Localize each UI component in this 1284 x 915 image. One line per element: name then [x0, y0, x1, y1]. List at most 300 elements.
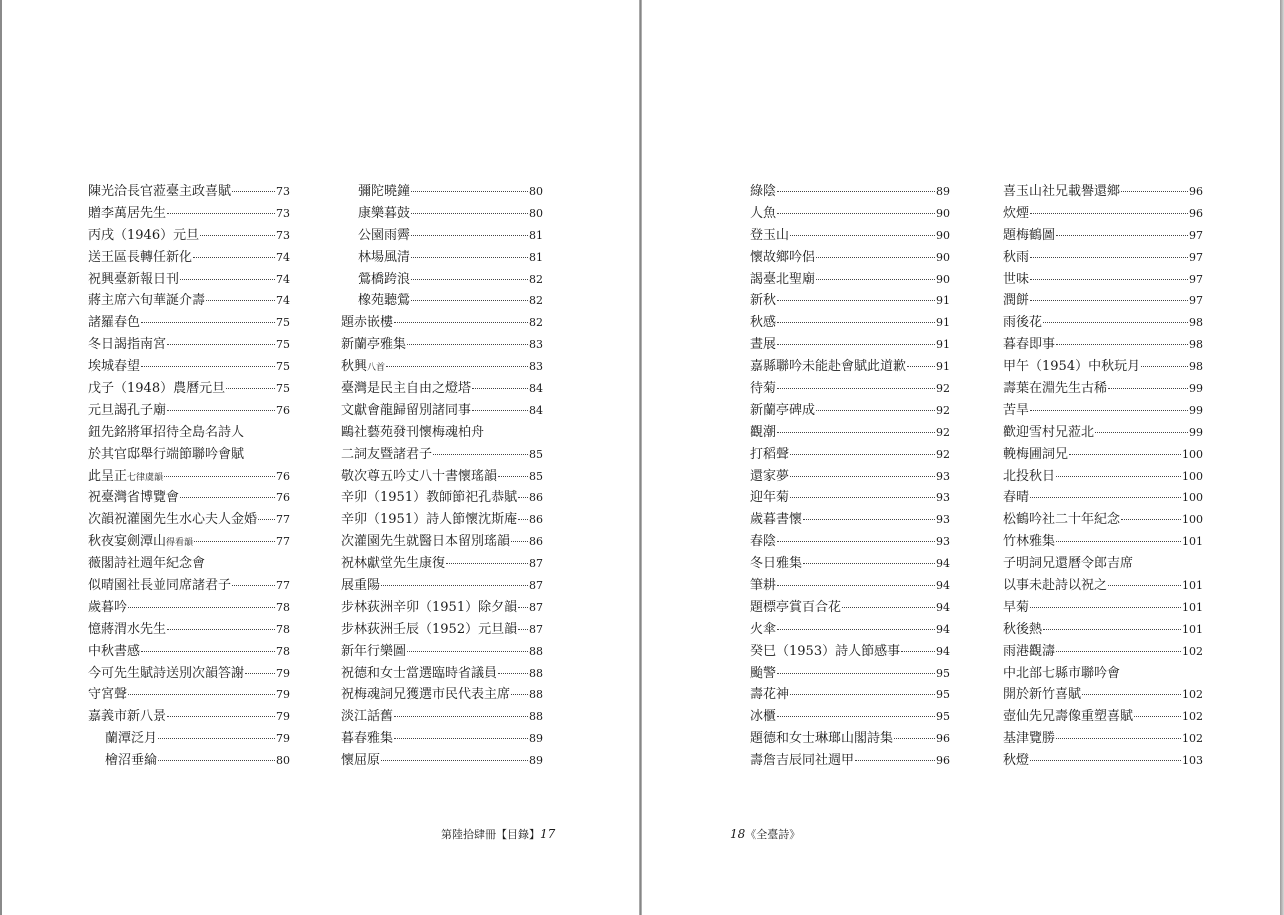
- toc-entry-page: 100: [1182, 513, 1203, 527]
- toc-entry-title: 北投秋日: [1003, 468, 1056, 484]
- toc-entry-title: 開於新竹喜賦: [1003, 687, 1082, 703]
- toc-entry: [1003, 706, 1203, 728]
- toc-entry-page: 93: [936, 513, 950, 527]
- dot-leader: [1030, 300, 1188, 301]
- dot-leader: [1030, 497, 1181, 498]
- toc-entry-title: 嘉義市新八景: [88, 709, 167, 725]
- toc-entry-page: 98: [1189, 316, 1203, 330]
- dot-leader: [411, 300, 528, 301]
- toc-entry-page: 73: [276, 206, 290, 220]
- toc-entry-title: 題標亭賞百合花: [750, 599, 842, 615]
- dot-leader: [777, 213, 935, 214]
- toc-entry-title: 懷故鄉吟侶: [750, 249, 816, 265]
- dot-leader: [1095, 432, 1188, 433]
- dot-leader: [816, 410, 935, 411]
- toc-entry: [88, 247, 290, 269]
- toc-entry-page: 99: [1189, 403, 1203, 417]
- toc-column-2: [341, 181, 543, 772]
- toc-entry-title: 懷屈原: [341, 753, 381, 769]
- toc-entry-title: 謁臺北聖廟: [750, 271, 816, 287]
- dot-leader: [158, 760, 275, 761]
- toc-entry-title: 辛卯（1951）詩人節懷沈斯庵: [341, 512, 518, 528]
- toc-entry: [88, 378, 290, 400]
- toc-entry: [88, 422, 290, 444]
- toc-entry-title: 祝德和女士當選臨時省議員: [341, 665, 498, 681]
- dot-leader: [790, 476, 935, 477]
- dot-leader: [777, 541, 935, 542]
- toc-entry: [88, 684, 290, 706]
- dot-leader: [258, 519, 275, 520]
- toc-entry-title: 薇閣詩社週年紀念會: [88, 556, 206, 572]
- toc-entry: [750, 290, 950, 312]
- toc-entry: [1003, 619, 1203, 641]
- toc-entry-page: 79: [276, 688, 290, 702]
- toc-entry: [750, 466, 950, 488]
- toc-entry: [1003, 269, 1203, 291]
- toc-entry-page: 81: [529, 250, 543, 264]
- toc-entry-page: 88: [529, 666, 543, 680]
- toc-entry-page: 91: [936, 360, 950, 374]
- dot-leader: [518, 519, 528, 520]
- toc-entry-title: 壽葉在淵先生古稀: [1003, 381, 1108, 397]
- toc-entry: [750, 203, 950, 225]
- toc-entry-title: 嘉縣聯吟未能赴會賦此道歉: [750, 359, 907, 375]
- toc-entry-title: 於其官邸舉行端節聯吟會賦: [88, 446, 245, 462]
- toc-entry: [750, 641, 950, 663]
- toc-entry: [750, 269, 950, 291]
- toc-entry: [88, 225, 290, 247]
- toc-entry: [88, 290, 290, 312]
- dot-leader: [407, 344, 528, 345]
- toc-entry-title: 颱警: [750, 665, 777, 681]
- dot-leader: [777, 629, 935, 630]
- toc-entry-title: 觀潮: [750, 424, 777, 440]
- toc-entry-title: 以事未赴詩以祝之: [1003, 578, 1108, 594]
- toc-entry: [88, 487, 290, 509]
- toc-entry: [341, 290, 543, 312]
- toc-entry-title: 歲暮吟: [88, 599, 128, 615]
- toc-entry-title: 淡江話舊: [341, 709, 394, 725]
- toc-entry: [88, 444, 290, 466]
- toc-entry-page: 77: [276, 513, 290, 527]
- dot-leader: [167, 629, 275, 630]
- dot-leader: [411, 213, 528, 214]
- toc-entry-page: 101: [1182, 579, 1203, 593]
- toc-entry-page: 80: [529, 185, 543, 198]
- toc-entry-title: 元旦謁孔子廟: [88, 402, 167, 418]
- toc-entry-title: 贈李萬居先生: [88, 205, 167, 221]
- toc-entry-page: 84: [529, 382, 543, 396]
- toc-entry-page: 92: [936, 447, 950, 461]
- toc-entry: [341, 706, 543, 728]
- toc-entry: [341, 356, 543, 378]
- toc-entry-page: 73: [276, 228, 290, 242]
- toc-entry: [750, 247, 950, 269]
- toc-entry-page: 79: [276, 710, 290, 724]
- toc-entry-title: 潤餅: [1003, 293, 1030, 309]
- toc-entry-title: 壽詹吉辰同社週甲: [750, 753, 855, 769]
- toc-entry-page: 74: [276, 250, 290, 264]
- toc-entry-page: 77: [276, 535, 290, 549]
- toc-entry-page: 84: [529, 403, 543, 417]
- toc-entry-page: 101: [1182, 535, 1203, 549]
- dot-leader: [206, 300, 275, 301]
- toc-entry-title: 歡迎雪村兄蒞北: [1003, 424, 1095, 440]
- toc-entry-page: 83: [529, 360, 543, 374]
- toc-entry-page: 91: [936, 294, 950, 308]
- toc-entry-page: 87: [529, 579, 543, 593]
- toc-entry-title: 似晴園社長並同席諸君子: [88, 578, 232, 594]
- toc-entry-title: 世味: [1003, 271, 1030, 287]
- dot-leader: [1030, 257, 1188, 258]
- toc-entry-page: 88: [529, 688, 543, 702]
- toc-entry: [750, 706, 950, 728]
- toc-entry-title: 守宮聲: [88, 687, 128, 703]
- dot-leader: [1043, 322, 1188, 323]
- dot-leader: [816, 257, 935, 258]
- toc-entry-title: 冰櫃: [750, 709, 777, 725]
- toc-entry-page: 83: [529, 338, 543, 352]
- toc-entry-title: 埃城春望: [88, 359, 141, 375]
- dot-leader: [1030, 213, 1188, 214]
- toc-entry: [750, 750, 950, 772]
- dot-leader: [518, 607, 528, 608]
- dot-leader: [1121, 519, 1181, 520]
- toc-entry-page: 86: [529, 491, 543, 505]
- toc-entry: [88, 663, 290, 685]
- toc-entry-title: 步林荻洲辛卯（1951）除夕韻: [341, 599, 518, 615]
- toc-entry-title: 橡苑聽鶯: [358, 293, 411, 309]
- toc-entry-page: 102: [1182, 710, 1203, 724]
- toc-entry-title: 諸羅春色: [88, 315, 141, 331]
- dot-leader: [141, 322, 275, 323]
- toc-entry-page: 103: [1182, 754, 1203, 768]
- toc-entry-title: 中北部七縣市聯吟會: [1003, 665, 1121, 681]
- toc-entry-title: 暮春即事: [1003, 337, 1056, 353]
- toc-entry: [88, 466, 290, 488]
- dot-leader: [1056, 738, 1181, 739]
- dot-leader: [511, 694, 528, 695]
- toc-entry: [750, 728, 950, 750]
- dot-leader: [894, 738, 935, 739]
- toc-entry: [1003, 487, 1203, 509]
- dot-leader: [777, 673, 935, 674]
- toc-entry: [341, 203, 543, 225]
- dot-leader: [777, 388, 935, 389]
- dot-leader: [167, 716, 275, 717]
- toc-entry-page: 94: [936, 579, 950, 593]
- toc-entry-title: 秋雨: [1003, 249, 1030, 265]
- toc-entry-note: 得看韻: [166, 538, 194, 549]
- toc-entry: [88, 269, 290, 291]
- toc-entry: [88, 531, 290, 553]
- toc-entry-title: 今可先生賦詩送別次韻答謝: [88, 665, 245, 681]
- toc-entry-title: 此呈正七律虞韻: [88, 468, 164, 484]
- toc-entry: [341, 531, 543, 553]
- toc-entry: [750, 531, 950, 553]
- toc-entry: [88, 334, 290, 356]
- toc-entry: [341, 575, 543, 597]
- toc-entry-title: 秋後熱: [1003, 621, 1043, 637]
- dot-leader: [816, 279, 935, 280]
- toc-entry-title: 戊子（1948）農曆元旦: [88, 381, 226, 397]
- dot-leader: [193, 257, 275, 258]
- toc-entry-page: 98: [1189, 338, 1203, 352]
- toc-entry: [1003, 641, 1203, 663]
- toc-entry-page: 96: [1189, 206, 1203, 220]
- toc-entry: [750, 422, 950, 444]
- dot-leader: [433, 454, 528, 455]
- toc-entry: [750, 487, 950, 509]
- toc-entry-title: 二詞友暨諸君子: [341, 446, 433, 462]
- dot-leader: [411, 235, 528, 236]
- toc-entry-title: 晝展: [750, 337, 777, 353]
- toc-entry-title: 喜玉山社兄載譽還鄉: [1003, 184, 1121, 199]
- dot-leader: [855, 760, 935, 761]
- toc-entry: [1003, 225, 1203, 247]
- toc-entry-title: 還家夢: [750, 468, 790, 484]
- toc-entry: [750, 663, 950, 685]
- toc-entry: [88, 706, 290, 728]
- toc-entry-page: 94: [936, 557, 950, 571]
- toc-entry-page: 87: [529, 557, 543, 571]
- dot-leader: [1082, 694, 1181, 695]
- toc-entry-title: 陳光洽長官蒞臺主政喜賦: [88, 184, 232, 199]
- dot-leader: [158, 738, 275, 739]
- toc-entry-page: 94: [936, 600, 950, 614]
- toc-entry-title: 秋興八首: [341, 359, 386, 375]
- dot-leader: [245, 673, 275, 674]
- toc-entry: [1003, 466, 1203, 488]
- toc-entry: [341, 728, 543, 750]
- dot-leader: [777, 432, 935, 433]
- toc-entry: [750, 378, 950, 400]
- toc-entry-note: 七律虞韻: [127, 472, 164, 483]
- toc-entry-title: 壽花神: [750, 687, 790, 703]
- toc-entry-title: 炊煙: [1003, 205, 1030, 221]
- toc-entry-title: 祝興臺新報日刊: [88, 271, 180, 287]
- toc-entry-title: 雨後花: [1003, 315, 1043, 331]
- toc-entry-title: 憶蔣渭水先生: [88, 621, 167, 637]
- toc-entry: [750, 334, 950, 356]
- toc-entry-title: 題赤嵌樓: [341, 315, 394, 331]
- dot-leader: [518, 629, 528, 630]
- toc-entry-page: 89: [529, 754, 543, 768]
- toc-entry-title: 新秋: [750, 293, 777, 309]
- toc-entry: [1003, 750, 1203, 772]
- toc-entry-page: 86: [529, 513, 543, 527]
- dot-leader: [790, 694, 935, 695]
- toc-entry: [341, 641, 543, 663]
- toc-entry: [341, 466, 543, 488]
- dot-leader: [1108, 585, 1181, 586]
- toc-entry-page: 90: [936, 250, 950, 264]
- toc-entry-page: 76: [276, 491, 290, 505]
- toc-column-4: [1003, 181, 1203, 772]
- dot-leader: [777, 716, 935, 717]
- toc-entry-page: 100: [1182, 469, 1203, 483]
- toc-entry: [750, 509, 950, 531]
- dot-leader: [394, 716, 528, 717]
- toc-entry-page: 75: [276, 382, 290, 396]
- footer-book-title: 《全臺詩》: [745, 828, 801, 841]
- dot-leader: [141, 366, 275, 367]
- right-page-footer: [730, 826, 800, 842]
- dot-leader: [200, 235, 275, 236]
- dot-leader: [1056, 235, 1188, 236]
- dot-leader: [907, 366, 935, 367]
- toc-entry-title: 鷗社藝苑發刊懷梅魂柏舟: [341, 424, 485, 440]
- toc-entry: [750, 597, 950, 619]
- dot-leader: [232, 191, 275, 192]
- toc-entry-page: 82: [529, 272, 543, 286]
- dot-leader: [446, 563, 528, 564]
- toc-entry-title: 秋感: [750, 315, 777, 331]
- toc-entry-page: 97: [1189, 250, 1203, 264]
- toc-entry: [88, 203, 290, 225]
- toc-entry: [1003, 400, 1203, 422]
- toc-entry-page: 96: [1189, 185, 1203, 198]
- toc-entry-page: 91: [936, 316, 950, 330]
- dot-leader: [472, 388, 528, 389]
- toc-entry-title: 打稻聲: [750, 446, 790, 462]
- toc-entry-title: 甲午（1954）中秋玩月: [1003, 359, 1141, 375]
- toc-entry-title: 登玉山: [750, 227, 790, 243]
- toc-entry-title: 輓梅圃詞兄: [1003, 446, 1069, 462]
- toc-entry-page: 74: [276, 294, 290, 308]
- toc-entry-page: 85: [529, 469, 543, 483]
- toc-entry: [1003, 509, 1203, 531]
- toc-entry-page: 102: [1182, 732, 1203, 746]
- toc-entry: [88, 728, 290, 750]
- toc-entry-page: 82: [529, 294, 543, 308]
- left-page-number: 17: [540, 827, 556, 841]
- dot-leader: [1056, 344, 1188, 345]
- toc-entry-page: 80: [529, 206, 543, 220]
- toc-entry-title: 新年行樂圖: [341, 643, 407, 659]
- toc-entry-page: 95: [936, 666, 950, 680]
- dot-leader: [394, 322, 528, 323]
- dot-leader: [167, 410, 275, 411]
- toc-entry-page: 76: [276, 403, 290, 417]
- toc-entry-page: 99: [1189, 425, 1203, 439]
- toc-entry: [341, 422, 543, 444]
- toc-entry: [341, 750, 543, 772]
- toc-entry-title: 祝臺灣省博覽會: [88, 490, 180, 506]
- toc-entry-page: 99: [1189, 382, 1203, 396]
- dot-leader: [1030, 607, 1181, 608]
- toc-entry-title: 筆耕: [750, 578, 777, 594]
- toc-entry-page: 93: [936, 491, 950, 505]
- toc-entry: [341, 597, 543, 619]
- toc-entry-note: 八首: [367, 363, 386, 374]
- toc-entry-page: 97: [1189, 228, 1203, 242]
- toc-entry-title: 送王區長轉任新化: [88, 249, 193, 265]
- dot-leader: [803, 519, 935, 520]
- toc-entry: [341, 553, 543, 575]
- toc-entry-title: 次灌園先生就醫日本留別瑤韻: [341, 534, 511, 550]
- dot-leader: [381, 760, 528, 761]
- toc-entry-title: 祝梅魂詞兄獲選市民代表主席: [341, 687, 511, 703]
- toc-entry: [1003, 312, 1203, 334]
- dot-leader: [226, 388, 275, 389]
- toc-entry-page: 98: [1189, 360, 1203, 374]
- toc-entry-title: 展重陽: [341, 578, 381, 594]
- toc-entry: [750, 312, 950, 334]
- toc-entry-title: 中秋書感: [88, 643, 141, 659]
- toc-entry-page: 90: [936, 206, 950, 220]
- toc-entry-title: 蘭潭泛月: [105, 731, 158, 747]
- toc-entry-page: 100: [1182, 447, 1203, 461]
- toc-entry-page: 73: [276, 185, 290, 198]
- toc-entry-title: 丙戌（1946）元旦: [88, 227, 200, 243]
- toc-entry: [341, 487, 543, 509]
- toc-entry: [88, 619, 290, 641]
- toc-entry: [1003, 334, 1203, 356]
- toc-entry: [750, 619, 950, 641]
- toc-entry: [88, 597, 290, 619]
- toc-entry-page: 80: [276, 754, 290, 768]
- toc-entry-page: 87: [529, 600, 543, 614]
- toc-entry-title: 文獻會龍歸留別諸同事: [341, 402, 472, 418]
- toc-entry: [341, 509, 543, 531]
- dot-leader: [901, 651, 935, 652]
- dot-leader: [1056, 541, 1181, 542]
- toc-entry: [341, 684, 543, 706]
- dot-leader: [472, 410, 528, 411]
- dot-leader: [498, 476, 528, 477]
- toc-entry-page: 92: [936, 425, 950, 439]
- toc-entry: [750, 444, 950, 466]
- toc-entry-title: 新蘭亭碑成: [750, 402, 816, 418]
- toc-entry-page: 74: [276, 272, 290, 286]
- dot-leader: [1141, 366, 1188, 367]
- toc-entry-title: 祝林獻堂先生康復: [341, 556, 446, 572]
- toc-entry-page: 85: [529, 447, 543, 461]
- toc-entry-page: 79: [276, 732, 290, 746]
- toc-entry-title: 冬日謁指南宮: [88, 337, 167, 353]
- toc-entry: [88, 553, 290, 575]
- toc-entry-title: 林場風清: [358, 249, 411, 265]
- toc-entry-title: 步林荻洲壬辰（1952）元旦韻: [341, 621, 518, 637]
- toc-entry: [341, 269, 543, 291]
- toc-entry: [1003, 203, 1203, 225]
- dot-leader: [1134, 716, 1181, 717]
- toc-entry-title: 秋夜宴劍潭山得看韻: [88, 534, 194, 550]
- toc-entry: [750, 553, 950, 575]
- toc-entry-title: 竹林雅集: [1003, 534, 1056, 550]
- toc-entry-title: 題德和女士琳瑯山閣詩集: [750, 731, 894, 747]
- dot-leader: [518, 497, 528, 498]
- toc-entry: [88, 641, 290, 663]
- toc-entry: [341, 444, 543, 466]
- toc-entry-page: 75: [276, 316, 290, 330]
- toc-entry-title: 早菊: [1003, 599, 1030, 615]
- toc-entry: [1003, 531, 1203, 553]
- toc-entry: [88, 575, 290, 597]
- toc-entry-title: 辛卯（1951）教師節祀孔恭賦: [341, 490, 518, 506]
- toc-entry-page: 93: [936, 535, 950, 549]
- toc-entry-page: 102: [1182, 688, 1203, 702]
- toc-entry-page: 94: [936, 622, 950, 636]
- toc-entry-title: 苦旱: [1003, 402, 1030, 418]
- dot-leader: [1043, 629, 1181, 630]
- toc-entry-page: 97: [1189, 294, 1203, 308]
- dot-leader: [128, 607, 275, 608]
- toc-entry: [88, 509, 290, 531]
- toc-entry-title: 檜沼垂綸: [105, 753, 158, 769]
- toc-entry: [1003, 356, 1203, 378]
